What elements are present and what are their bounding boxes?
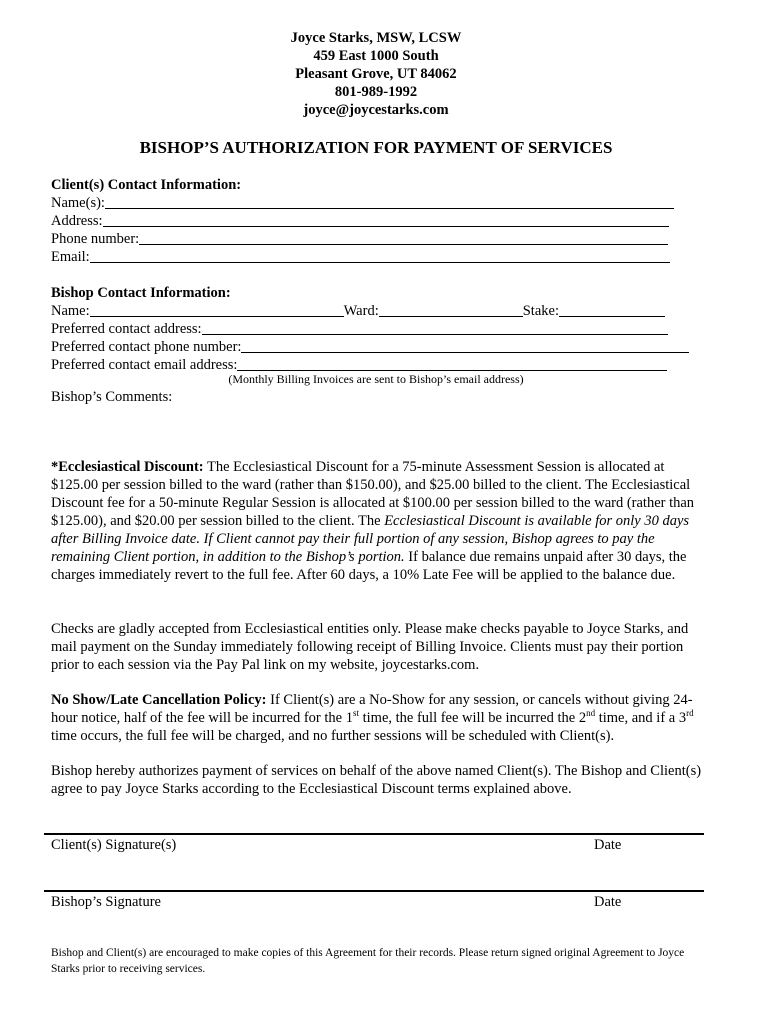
ward-label: Ward: <box>343 303 379 319</box>
ward-line[interactable] <box>379 302 523 317</box>
provider-street: 459 East 1000 South <box>313 48 439 64</box>
no-show-text-3: time, and if a 3 <box>595 710 687 726</box>
client-email-field[interactable] <box>51 248 670 266</box>
bishop-name-ward-stake-row <box>51 302 665 320</box>
client-phone-line[interactable] <box>139 230 668 245</box>
sup-st: st <box>352 708 359 719</box>
sup-nd: nd <box>586 708 596 719</box>
client-signature-line[interactable] <box>44 833 704 835</box>
client-name-field[interactable] <box>51 194 674 212</box>
client-address-label: Address: <box>51 213 103 229</box>
client-address-line[interactable] <box>103 212 669 227</box>
provider-city: Pleasant Grove, UT 84062 <box>295 66 457 82</box>
pref-address-label: Preferred contact address: <box>51 321 202 337</box>
client-phone-label: Phone number: <box>51 231 140 247</box>
billing-invoice-note: (Monthly Billing Invoices are sent to Bishop’s email address) <box>228 372 524 386</box>
pref-phone-line[interactable] <box>241 338 689 353</box>
bishop-signature-label: Bishop’s Signature <box>51 894 161 910</box>
no-show-policy-paragraph <box>51 691 711 745</box>
discount-text-1: The Ecclesiastical Discount for a 75-minute Assessment Session is allocated at $125.00 per session billed to the ward (rather than $150.00), and $25.00 billed to the client. The Ecclesiastical Discount fee for a 50-minute Regular Session is allocated at $100.00 per session billed to the ward (rather than $125.00), and $20.00 per session billed to the client. The <box>51 459 695 529</box>
client-email-label: Email: <box>51 249 90 265</box>
no-show-text-1: If Client(s) are a No-Show for any session, or cancels without giving 24-hour notice, half of the fee will be incurred for the 1 <box>51 692 693 726</box>
authorization-text: Bishop hereby authorizes payment of services on behalf of the above named Client(s). The Bishop and Client(s) agree to pay Joyce Starks according to the Ecclesiastical Discount terms explained above. <box>51 763 702 797</box>
bishop-date-label: Date <box>594 894 622 910</box>
client-name-label: Name(s): <box>51 195 105 211</box>
provider-email: joyce@joycestarks.com <box>303 102 449 118</box>
provider-phone: 801-989-1992 <box>334 84 418 100</box>
no-show-text-2: time, the full fee will be incurred the 2 <box>358 710 587 726</box>
pref-email-line[interactable] <box>237 356 667 371</box>
provider-name: Joyce Starks, MSW, LCSW <box>290 30 462 46</box>
client-section-heading: Client(s) Contact Information: <box>51 177 242 193</box>
sup-rd: rd <box>686 708 694 719</box>
discount-italic-text: Ecclesiastical Discount is available for only 30 days after Billing Invoice date. If Client cannot pay their full portion of any session, Bishop agrees to pay the remaining Client portion, in addition to the Bishop’s portion. <box>51 513 690 565</box>
discount-label: *Ecclesiastical Discount: <box>51 459 204 475</box>
bishop-comments-field <box>51 388 172 406</box>
bishop-name-line[interactable] <box>90 302 344 317</box>
client-phone-field[interactable] <box>51 230 668 248</box>
no-show-text-4: time occurs, the full fee will be charged, and no further sessions will be scheduled with Client(s). <box>51 728 615 744</box>
stake-label: Stake: <box>522 303 559 319</box>
pref-phone-label: Preferred contact phone number: <box>51 339 242 355</box>
checks-paragraph <box>51 620 711 674</box>
pref-address-field[interactable] <box>51 320 668 338</box>
pref-email-label: Preferred contact email address: <box>51 357 238 373</box>
client-address-field[interactable] <box>51 212 669 230</box>
client-signature-label: Client(s) Signature(s) <box>51 837 177 853</box>
pref-address-line[interactable] <box>202 320 668 335</box>
bishop-name-label: Name: <box>51 303 90 319</box>
letterhead <box>0 29 752 119</box>
document-title: BISHOP’S AUTHORIZATION FOR PAYMENT OF SERVICES <box>139 138 613 157</box>
bishop-comments-label: Bishop’s Comments: <box>51 389 173 405</box>
bishop-section-heading: Bishop Contact Information: <box>51 285 231 301</box>
checks-text: Checks are gladly accepted from Ecclesiastical entities only. Please make checks payable to Joyce Starks, and mail payment on the Sunday immediately following receipt of Billing Invoice. Clients must pay their portion prior to each session via the Pay Pal link on my website, joycestarks.com. <box>51 621 689 673</box>
no-show-label: No Show/Late Cancellation Policy: <box>51 692 267 708</box>
discount-text-2: If balance due remains unpaid after 30 days, the charges immediately revert to the full fee. After 60 days, a 10% Late Fee will be applied to the balance due. <box>51 549 687 583</box>
bishop-signature-line[interactable] <box>44 890 704 892</box>
authorization-paragraph <box>51 762 711 798</box>
client-name-line[interactable] <box>105 194 674 209</box>
client-email-line[interactable] <box>90 248 670 263</box>
pref-phone-field[interactable] <box>51 338 689 356</box>
footer-note: Bishop and Client(s) are encouraged to make copies of this Agreement for their records. Please return signed original Agreement to Joyce Starks prior to receiving services. <box>51 947 685 975</box>
client-date-label: Date <box>594 837 622 853</box>
ecclesiastical-discount-paragraph <box>51 458 711 584</box>
stake-line[interactable] <box>559 302 665 317</box>
